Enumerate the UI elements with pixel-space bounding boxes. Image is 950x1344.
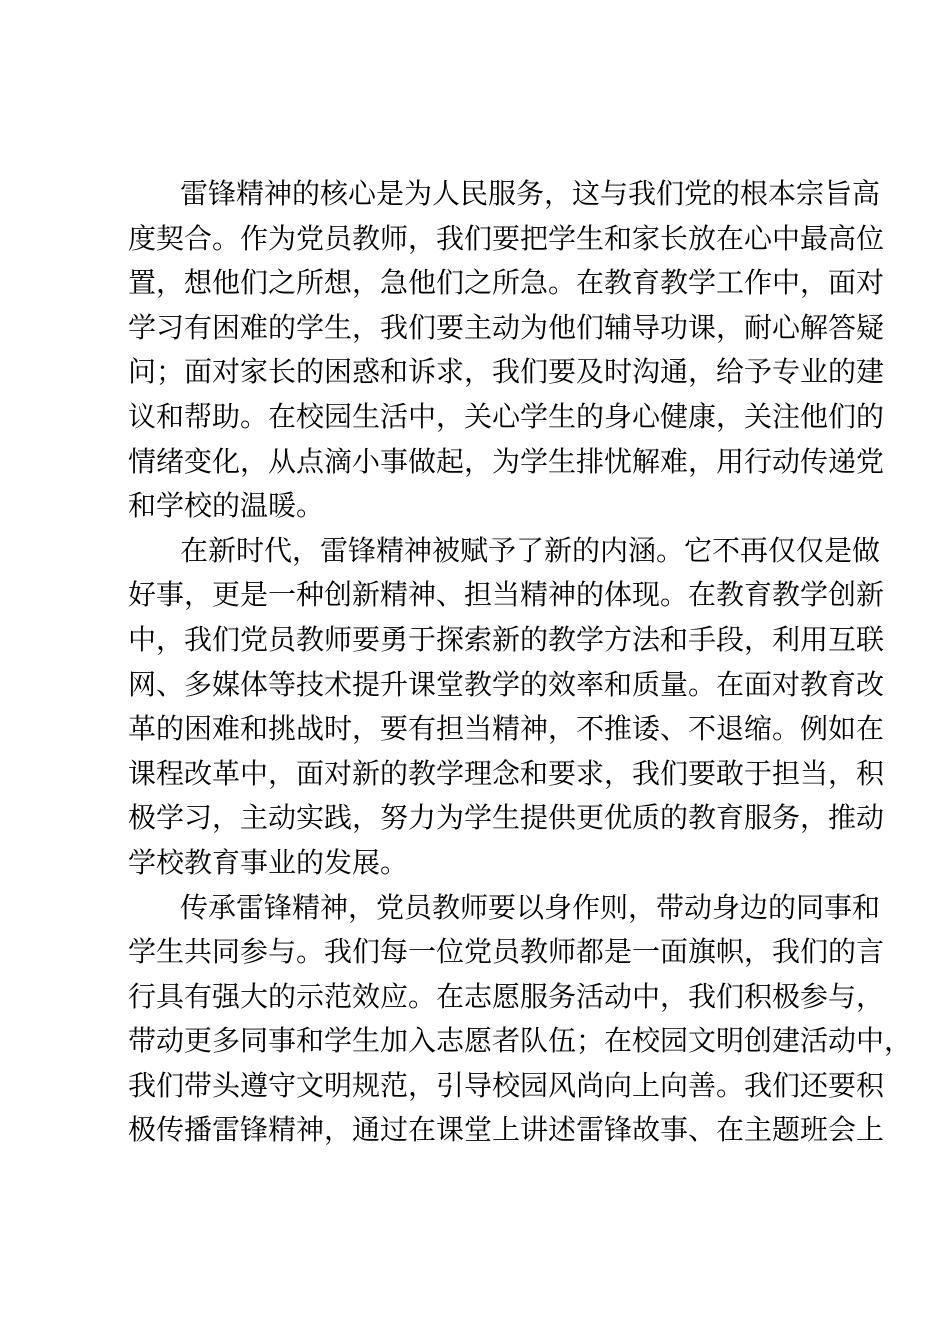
text-line: 中，我们党员教师要勇于探索新的教学方法和手段，利用互联 bbox=[128, 622, 885, 656]
text-line: 在新时代，雷锋精神被赋予了新的内涵。它不再仅仅是做 bbox=[180, 533, 881, 567]
text-line: 和学校的温暖。 bbox=[128, 489, 325, 523]
document-body bbox=[128, 172, 913, 1153]
text-line: 学校教育事业的发展。 bbox=[128, 845, 409, 879]
paragraph-1 bbox=[128, 172, 885, 529]
text-line: 革的困难和挑战时，要有担当精神，不推诿、不退缩。例如在 bbox=[128, 712, 885, 746]
text-line: 行具有强大的示范效应。在志愿服务活动中，我们积极参与， bbox=[128, 979, 885, 1013]
text-line: 好事，更是一种创新精神、担当精神的体现。在教育教学创新 bbox=[128, 578, 885, 612]
text-line: 学生共同参与。我们每一位党员教师都是一面旗帜，我们的言 bbox=[128, 935, 885, 969]
text-line: 带动更多同事和学生加入志愿者队伍；在校园文明创建活动中， bbox=[128, 1024, 913, 1058]
text-line: 课程改革中，面对新的教学理念和要求，我们要敢于担当，积 bbox=[128, 756, 885, 790]
text-line: 置，想他们之所想，急他们之所急。在教育教学工作中，面对 bbox=[128, 266, 885, 300]
text-line: 网、多媒体等技术提升课堂教学的效率和质量。在面对教育改 bbox=[128, 667, 885, 701]
text-line: 问；面对家长的困惑和诉求，我们要及时沟通，给予专业的建 bbox=[128, 355, 885, 389]
text-line: 雷锋精神的核心是为人民服务，这与我们党的根本宗旨高 bbox=[180, 177, 881, 210]
text-line: 极传播雷锋精神，通过在课堂上讲述雷锋故事、在主题班会上 bbox=[128, 1113, 885, 1147]
text-line: 学习有困难的学生，我们要主动为他们辅导功课，耐心解答疑 bbox=[128, 310, 885, 344]
text-line: 我们带头遵守文明规范，引导校园风尚向上向善。我们还要积 bbox=[128, 1068, 885, 1102]
text-line: 度契合。作为党员教师，我们要把学生和家长放在心中最高位 bbox=[128, 221, 885, 255]
text-line: 情绪变化，从点滴小事做起，为学生排忧解难，用行动传递党 bbox=[128, 444, 885, 478]
paragraph-2 bbox=[128, 529, 885, 886]
text-line: 议和帮助。在校园生活中，关心学生的身心健康，关注他们的 bbox=[128, 399, 885, 433]
paragraph-3 bbox=[128, 886, 913, 1154]
text-line: 极学习，主动实践，努力为学生提供更优质的教育服务，推动 bbox=[128, 801, 885, 835]
text-line: 传承雷锋精神，党员教师要以身作则，带动身边的同事和 bbox=[180, 890, 881, 924]
